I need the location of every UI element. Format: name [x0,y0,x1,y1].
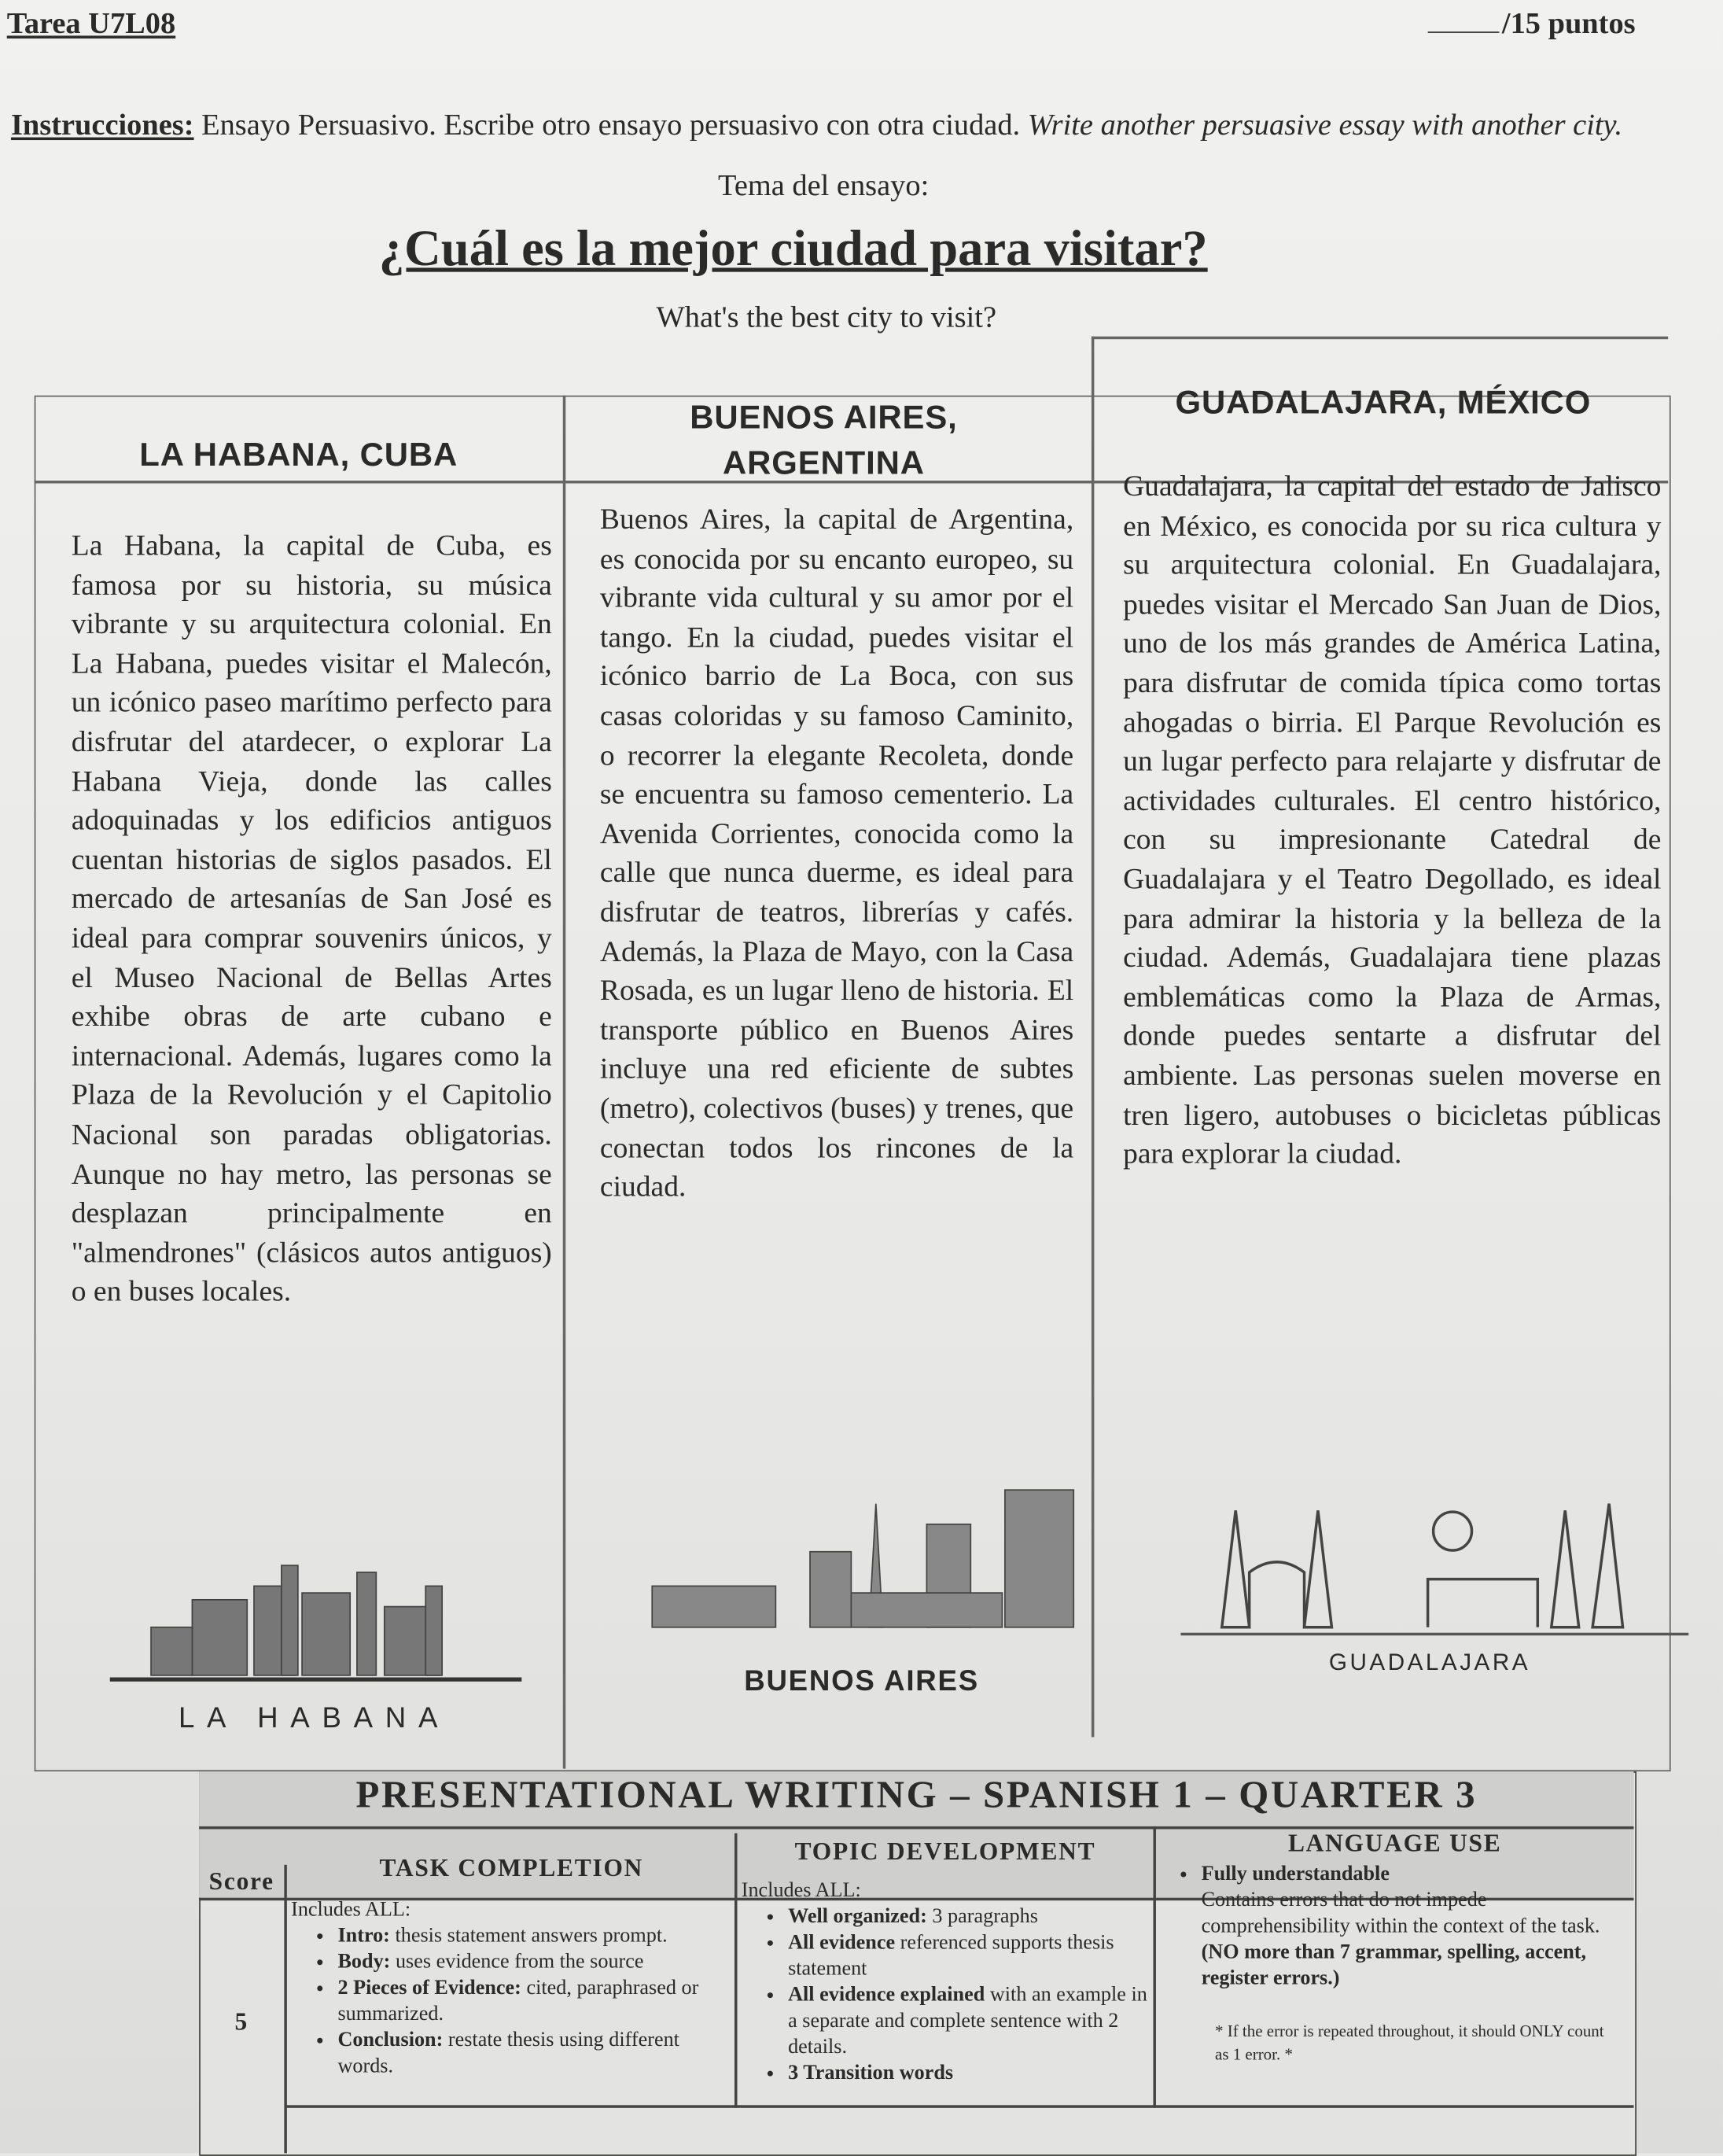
score-blank[interactable] [1428,31,1500,33]
topic-item: • All evidence explained with an example in a separate and complete sentence with 2 details. [788,1983,1151,2062]
rubric-language-use [1160,1862,1620,2066]
city-header-buenos-aires: BUENOS AIRES, ARGENTINA [690,400,958,482]
task-item: • Body: uses evidence from the source [337,1950,730,1976]
language-bullet: Fully understandable [1201,1863,1390,1885]
instructions-label: Instrucciones: [10,107,194,142]
rubric-title: PRESENTATIONAL WRITING – SPANISH 1 – QUARTER 3 [355,1774,1478,1817]
buenos-aires-caption: BUENOS AIRES [744,1665,979,1697]
language-desc: Contains errors that do not impede comprehensibility within the context of the task. [1201,1889,1600,1938]
rubric-score-header: Score [208,1867,274,1896]
assignment-title: Tarea U7L08 [6,5,176,40]
rubric-score-value: 5 [234,2007,249,2036]
essay-question-english: What's the best city to visit? [656,299,997,334]
topic-item: • Well organized: 3 paragraphs [788,1904,1151,1930]
topic-label: Tema del ensayo: [718,167,930,202]
city-text-guadalajara: Guadalajara, la capital del estado de Jalisco en México, es conocida por su rica cultura y su arquitectura colonial. En Guadalajara, puedes visitar el Mercado San Juan de Dios, uno de los más grandes de América Latina, para disfrutar de comida típica como tortas ahogadas o birria. El Parque Revolución es un lugar perfecto para relajarte y disfrutar de actividades culturales. El centro histórico, con su impresionante Catedral de Guadalajara y el Teatro Degollado, es ideal para admirar la historia y la belleza de la ciudad. Además, Guadalajara tiene plazas emblemáticas como la Plaza de Armas, donde puedes sentarte a disfrutar del ambiente. Las personas suelen moverse en tren ligero, autobuses o bicicletas públicas para explorar la ciudad. [1123,470,1662,1170]
topic-item: • 3 Transition words [788,2061,1151,2087]
rubric-header-topic-development: TOPIC DEVELOPMENT [794,1837,1096,1865]
instructions-text: Ensayo Persuasivo. Escribe otro ensayo persuasivo con otra ciudad. [193,107,1021,142]
language-limit: (NO more than 7 grammar, spelling, accent, register errors.) [1201,1941,1587,1990]
rubric-task-completion [291,1898,731,2080]
task-intro: Includes ALL: [291,1899,411,1922]
task-item: • Intro: thesis statement answers prompt. [337,1924,730,1950]
essay-question: ¿Cuál es la mejor ciudad para visitar? [378,221,1208,278]
rubric-header-language-use: LANGUAGE USE [1287,1829,1502,1857]
instructions-english: Write another persuasive essay with another city. [1020,107,1623,142]
topic-item: • All evidence referenced supports thesis statement [788,1931,1151,1983]
rubric-header-task-completion: TASK COMPLETION [379,1853,644,1881]
city-header-habana: LA HABANA, CUBA [139,437,458,474]
points-field [1428,6,1636,41]
instructions [11,105,1679,146]
city-header-guadalajara: GUADALAJARA, MÉXICO [1175,384,1592,422]
havana-skyline-illustration [110,1531,522,1696]
havana-caption: LA HABANA [178,1702,451,1734]
city-text-buenos-aires: Buenos Aires, la capital de Argentina, es conocida por su encanto europeo, su vibrante vida cultural y su amor por el tango. En la ciudad, puedes visitar el icónico barrio de La Boca, con sus casas coloridas y su famoso Caminito, o recorrer la elegante Recoleta, donde se encuentra su famoso cementerio. La Avenida Corrientes, conocida como la calle que nunca duerme, es ideal para disfrutar de teatros, librerías y cafés. Además, la Plaza de Mayo, con la Casa Rosada, es un lugar lleno de historia. El transporte público en Buenos Aires incluye una red eficiente de subtes (metro), colectivos (buses) y trenes, que conectan todos los rincones de la ciudad. [599,502,1074,1203]
buenos-aires-skyline-illustration [646,1483,1099,1654]
task-item: • Conclusion: restate thesis using different words. [337,2029,730,2080]
city-text-habana: La Habana, la capital de Cuba, es famosa por su historia, su música vibrante y su arquitectura colonial. En La Habana, puedes visitar el Malecón, un icónico paseo marítimo perfecto para disfrutar del atardecer, o explorar La Habana Vieja, donde las calles adoquinadas y los edificios antiguos cuentan historias de siglos pasados. El mercado de artesanías de San José es ideal para comprar souvenirs únicos, y el Museo Nacional de Bellas Artes exhibe obras de arte cubano e internacional. Además, lugares como la Plaza de la Revolución y el Capitolio Nacional son paradas obligatorias. Aunque no hay metro, las personas se desplazan principalmente en "almendrones" (clásicos autos antiguos) o en buses locales. [71,529,552,1308]
points-label: /15 puntos [1501,5,1636,40]
guadalajara-caption: GUADALAJARA [1328,1649,1531,1675]
topic-intro: Includes ALL: [741,1880,861,1902]
guadalajara-skyline-illustration [1180,1476,1688,1648]
language-note: * If the error is repeated throughout, it should ONLY count as 1 error. * [1215,2021,1604,2064]
rubric-topic-development [742,1878,1151,2087]
task-item: • 2 Pieces of Evidence: cited, paraphrased or summarized. [337,1976,730,2028]
